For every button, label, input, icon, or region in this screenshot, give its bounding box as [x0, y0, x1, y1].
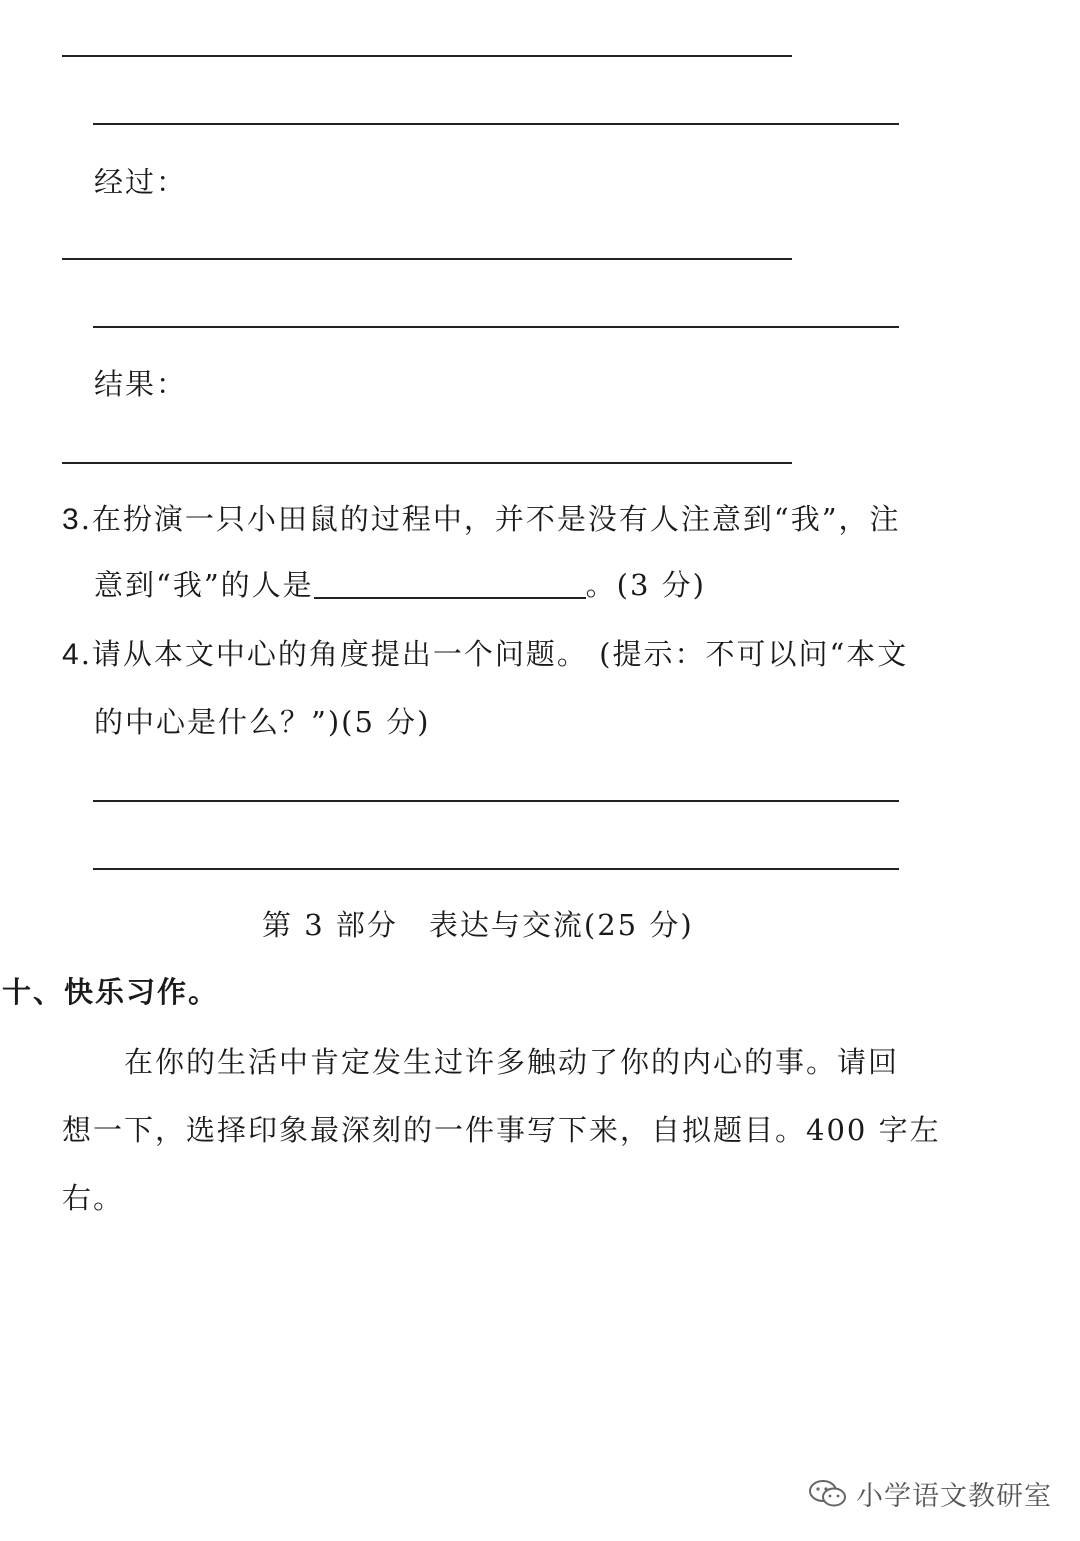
question-text: .请从本文中心的角度提出一个问题。 (提示：不可以问“本文 — [80, 637, 909, 671]
answer-line — [93, 123, 899, 125]
question-4-line1 — [62, 632, 908, 673]
answer-line — [93, 868, 899, 870]
answer-line — [62, 462, 792, 464]
question-number: 3 — [62, 503, 81, 536]
answer-line — [62, 55, 792, 57]
fill-in-blank[interactable] — [314, 569, 586, 599]
watermark-text: 小学语文教研室 — [856, 1481, 1052, 1512]
question-3-line1 — [62, 497, 901, 538]
question-text: 意到“我”的人是 — [94, 568, 314, 602]
essay-prompt-line2: 想一下，选择印象最深刻的一件事写下来，自拟题目。400 字左 — [62, 1113, 941, 1147]
question-4-line2: 的中心是什么？”)(5 分) — [94, 705, 431, 739]
essay-prompt-line3: 右。 — [62, 1181, 125, 1215]
question-number: 4 — [62, 638, 81, 671]
question-10-heading: 十、快乐习作。 — [2, 975, 220, 1009]
question-text: .在扮演一只小田鼠的过程中，并不是没有人注意到“我”，注 — [80, 502, 901, 536]
question-score: 。(3 分) — [585, 568, 706, 602]
answer-line — [93, 326, 899, 328]
answer-line — [62, 258, 792, 260]
answer-line — [93, 800, 899, 802]
label-jieguo: 结果： — [94, 367, 188, 401]
question-3-line2 — [94, 563, 706, 604]
wechat-icon — [808, 1478, 848, 1510]
watermark — [808, 1474, 1052, 1513]
label-jingguo: 经过： — [94, 165, 188, 199]
section-title: 第 3 部分 表达与交流(25 分) — [262, 908, 694, 942]
essay-prompt-line1: 在你的生活中肯定发生过许多触动了你的内心的事。请回 — [124, 1045, 900, 1079]
